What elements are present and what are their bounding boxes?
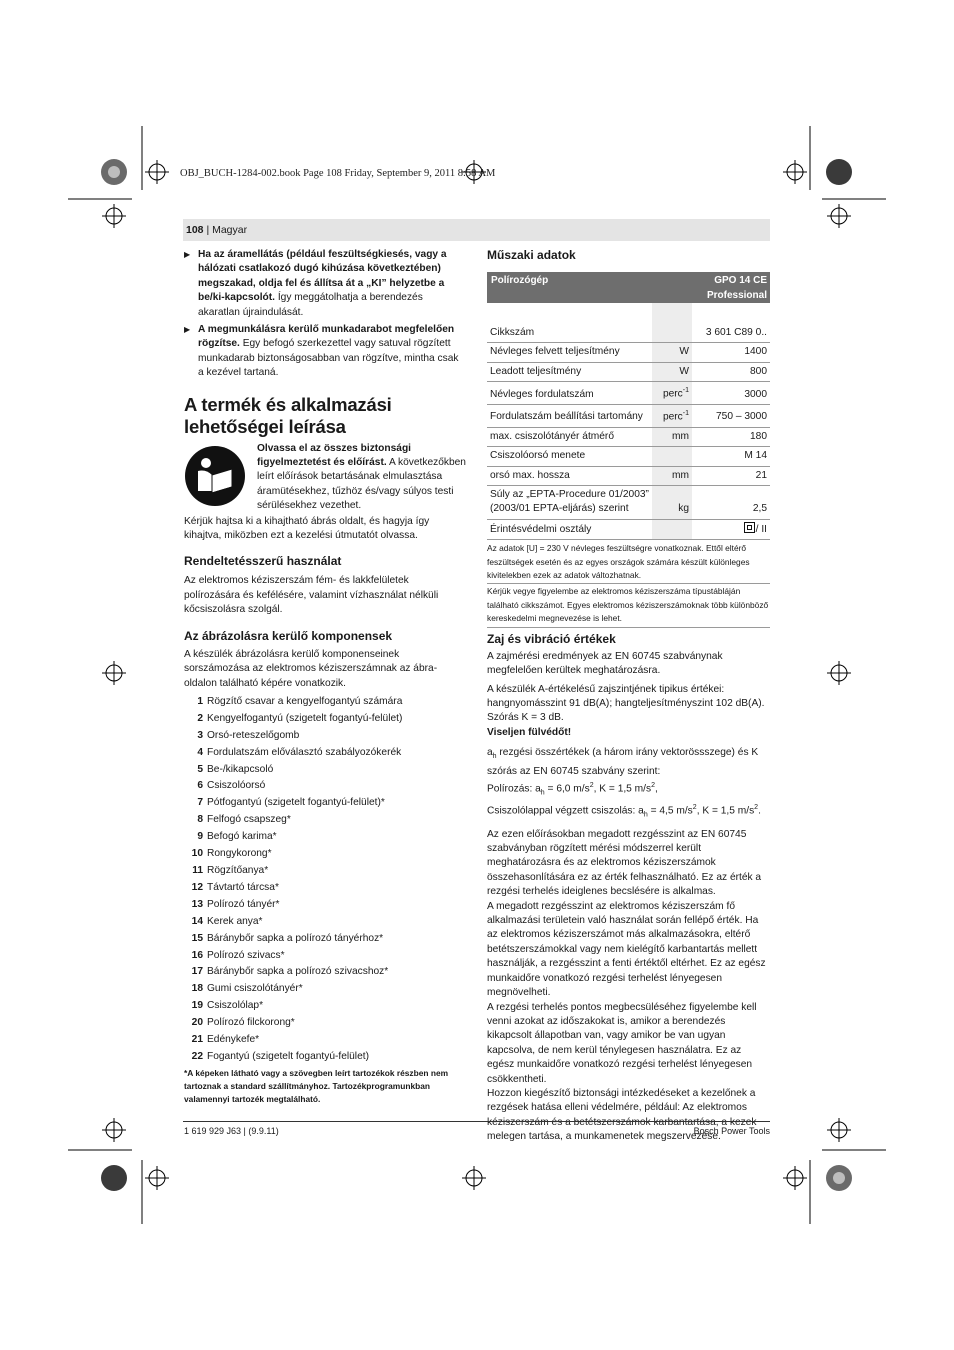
component-number: 22 <box>191 1050 203 1062</box>
table-note-voltage: Az adatok [U] = 230 V névleges feszültségre vonatkoznak. Ettől eltérő feszültségek esetén és az egyes országok számára készült különleges kivitelekben ezek az adatok változhatnak. <box>487 543 750 581</box>
spec-row <box>487 343 770 362</box>
spec-unit-text: perc <box>662 411 683 423</box>
bullet-text: Így meggátolhatja a berendezés akaratlan újraindulását. <box>198 292 423 318</box>
component-label: Felfogó csapszeg* <box>207 814 291 826</box>
spec-unit <box>652 427 692 446</box>
spec-unit-text: mm <box>672 430 689 442</box>
component-number: 1 <box>197 695 203 707</box>
warning-text: A következőkben leírt előírások betartásának elmulasztása áramütésekhez, tűzhöz és/vagy súlyos testi sérülésekhez vezethet. <box>257 457 466 512</box>
spec-value-text: M 14 <box>744 450 767 462</box>
component-label: Edénykefe* <box>207 1034 260 1046</box>
component-number: 3 <box>197 729 203 741</box>
spec-unit-text: W <box>679 365 689 377</box>
component-number: 15 <box>191 932 203 944</box>
component-label: Befogó karima* <box>207 831 277 843</box>
component-item <box>184 1049 466 1066</box>
footer-rule <box>183 1121 770 1122</box>
spec-value-text: 750 – 3000 <box>716 411 767 423</box>
component-item <box>184 829 466 846</box>
component-label: Kerek anya* <box>207 915 263 927</box>
page-header: 108 | Magyar <box>186 224 248 236</box>
spec-unit-text: W <box>679 346 689 358</box>
spec-row <box>487 466 770 485</box>
component-label: Orsó-reteszelőgomb <box>207 729 300 741</box>
bullet-bold: A megmunkálásra kerülő munkadarabot megfelelően rögzítse. <box>198 324 455 350</box>
component-number: 20 <box>191 1017 203 1029</box>
spec-unit <box>652 362 692 381</box>
spec-value <box>692 343 770 362</box>
spec-label: Cikkszám <box>487 324 652 343</box>
spec-unit <box>652 447 692 466</box>
spec-row <box>487 362 770 381</box>
spec-value <box>692 427 770 446</box>
spec-unit <box>652 324 692 343</box>
component-label: Fordulatszám előválasztó szabályozókerék <box>207 746 402 758</box>
component-label: Polírozó tányér* <box>207 898 280 910</box>
component-number: 18 <box>191 983 203 995</box>
components-list <box>184 694 466 1066</box>
component-item <box>184 897 466 914</box>
component-item <box>184 931 466 948</box>
component-item <box>184 694 466 711</box>
spec-label: Fordulatszám beállítási tartomány <box>487 405 652 428</box>
spec-unit <box>652 466 692 485</box>
component-number: 8 <box>197 814 203 826</box>
spec-unit <box>652 519 692 539</box>
spec-unit <box>652 343 692 362</box>
component-item <box>184 1015 466 1032</box>
spec-value-text: 21 <box>755 469 767 481</box>
spec-unit-exponent: -1 <box>682 410 689 418</box>
safety-bullet <box>184 323 466 381</box>
spec-header-product: Polírozógép <box>491 275 549 286</box>
spec-value <box>692 486 770 520</box>
spec-value <box>692 519 770 539</box>
bullet-triangle-icon: ▶ <box>184 250 191 259</box>
intended-use-text: Az elektromos kéziszerszám fém- és lakkfelületek polírozására és kefélésére, valamint vízhasználat nélküli kőcsiszolásra szolgál. <box>184 575 439 616</box>
spec-table <box>487 324 770 540</box>
spec-row <box>487 519 770 539</box>
vibration-intro: $a_h$ rezgési összértékek (a három irány vektorössszege) és K szórás az EN 60745 szabvány szerint: <box>487 747 759 777</box>
component-label: Báránybőr sapka a polírozó szivacshoz* <box>207 966 389 978</box>
fold-out-note: Kérjük hajtsa ki a kihajtható ábrás oldalt, és hagyja így kihajtva, miközben ezt a kezelési útmutatót olvassa. <box>184 515 430 542</box>
spec-label: Névleges felvett teljesítmény <box>487 343 652 362</box>
vibration-sanding: Csiszolólappal végzett csiszolás: $a_h = 4,5$ $m/s^2$, K = 1,5 $m/s^2$. <box>487 803 761 819</box>
spec-row <box>487 447 770 466</box>
spec-row <box>487 486 770 520</box>
warning-block <box>184 442 466 513</box>
component-item <box>184 728 466 745</box>
bullet-bold: Ha az áramellátás (például feszültségkiesés, vagy a hálózati csatlakozó dugó kihúzása következtében) megszakad, oldja fel és állítsa át a „KI” helyzetbe a be/ki-kapcsolót. <box>198 249 447 304</box>
spec-row <box>487 405 770 428</box>
component-label: Be-/kikapcsoló <box>207 763 274 775</box>
spec-value <box>692 466 770 485</box>
noise-levels-text: A készülék A-értékelésű zajszintjének tipikus értékei: hangnyomásszint 91 dB(A); hangteljesítményszint 102 dB(A). Szórás K = 3 dB. <box>487 683 765 724</box>
spec-value <box>692 382 770 405</box>
components-note: *A képeken látható vagy a szövegben leírt tartozékok részben nem tartoznak a standard szállítmányhoz. Tartozékprogramunkban valamennyi tartozék megtalálható. <box>184 1067 449 1104</box>
spec-value-text: 3 601 C89 0.. <box>705 327 767 338</box>
component-item <box>184 846 466 863</box>
component-number: 21 <box>191 1034 203 1046</box>
spec-unit-text: kg <box>678 503 689 515</box>
spec-label: Csiszolóorsó menete <box>487 447 652 466</box>
component-label: Gumi csiszolótányér* <box>207 983 303 995</box>
main-heading: A termék és alkalmazási lehetőségei leírása <box>184 393 392 437</box>
spec-unit <box>652 486 692 520</box>
component-item <box>184 795 466 812</box>
spec-label: Leadott teljesítmény <box>487 362 652 381</box>
component-number: 4 <box>197 746 203 758</box>
spec-unit-text: perc <box>662 388 683 400</box>
components-intro: A készülék ábrázolásra kerülő komponenseinek sorszámozása az elektromos kéziszerszámnak az ábra-oldalon található képére vonatkozik. <box>184 648 438 689</box>
component-item <box>184 981 466 998</box>
page-number: 108 <box>186 224 204 236</box>
vibration-text: Az ezen előírásokban megadott rezgésszint az EN 60745 szabványban rögzített mérési módszerrel került meghatározásra és az elektromos kéziszerszámok összehasonlítására ez az érték felhasználható. Ez az érték a rezgési terhelés ideiglenes becslésére is alkalmas. A megadott rezgésszint az elektromos kéziszerszám fő alkalmazási területein való használat során fellépő érték. Ha az elektromos kéziszerszámot más alkalmazásokra, eltérő betétszerszámokkal vagy nem kielégítő karbantartás mellett használják, a rezgésszint a fenti értéktől eltérhet. Ez az egész munkaidőre vonatkozó rezgési terhelést lényegesen megnövelheti. A rezgési terhelés pontos megbecsüléséhez figyelembe kell venni azokat az időszakokat is, amikor a berendezés kikapcsolt állapotban van, vagy amikor be van ugyan kapcsolva, de nem kerül ténylegesen használatra. Ez az egész munkaidőre vonatkozó rezgési terhelést lényegesen csökkentheti. Hozzon kiegészítő biztonsági intézkedéseket a kezelőnek a rezgések hatása elleni védelmére, például: Az elektromos kéziszerszám és a betétszerszámok karbantartása, a kezek melegen tartása, a munkamenetek megszervezése. <box>487 828 766 1143</box>
table-note-article: Kérjük vegye figyelembe az elektromos kéziszerszáma típustábláján található cikkszámot. Egyes elektromos kéziszerszámoknak több különböző kereskedelmi megnevezése is lehet. <box>487 586 769 624</box>
component-item <box>184 948 466 965</box>
print-slug: OBJ_BUCH-1284-002.book Page 108 Friday, September 9, 2011 8:58 AM <box>180 168 496 179</box>
spec-label: Érintésvédelmi osztály <box>487 519 652 539</box>
spec-header-professional: Professional <box>706 290 767 301</box>
bullet-triangle-icon: ▶ <box>184 325 191 335</box>
bullet-text: Egy befogó szerkezettel vagy satuval rögzített munkadarab biztonságosabban van rögzítve, mintha csak a kezével tartaná. <box>198 338 459 379</box>
component-number: 19 <box>191 1000 203 1012</box>
component-label: Csiszolólap* <box>207 1000 264 1012</box>
spec-label: orsó max. hossza <box>487 466 652 485</box>
component-number: 16 <box>191 949 203 961</box>
spec-row <box>487 382 770 405</box>
component-item <box>184 778 466 795</box>
component-number: 2 <box>197 712 203 724</box>
component-label: Rögzítő csavar a kengyelfogantyú számára <box>207 695 403 707</box>
component-label: Pótfogantyú (szigetelt fogantyú-felület)* <box>207 797 385 809</box>
spec-unit-text: mm <box>672 469 689 481</box>
component-number: 12 <box>191 881 203 893</box>
component-item <box>184 762 466 779</box>
component-item <box>184 745 466 762</box>
spec-row <box>487 427 770 446</box>
spec-header-model: GPO 14 CE <box>714 275 767 286</box>
component-item <box>184 880 466 897</box>
component-number: 6 <box>197 780 203 792</box>
component-label: Rögzítőanya* <box>207 864 269 876</box>
warning-bold: Olvassa el az összes biztonsági figyelmeztetést és előírást. <box>257 442 412 469</box>
spec-label: max. csiszolótányér átmérő <box>487 427 652 446</box>
section-name: Magyar <box>212 224 248 236</box>
ear-protection-text: Viseljen fülvédőt! <box>487 726 572 738</box>
footer-code: 1 619 929 J63 | (9.9.11) <box>184 1126 279 1136</box>
intended-use-heading: Rendeltetésszerű használat <box>184 554 342 569</box>
spec-value-text: / II <box>755 523 767 535</box>
component-label: Polírozó filckorong* <box>207 1017 295 1029</box>
component-number: 17 <box>191 966 203 978</box>
component-label: Kengyelfogantyú (szigetelt fogantyú-felület) <box>207 712 403 724</box>
spec-value-text: 3000 <box>744 388 767 400</box>
footer-brand: Bosch Power Tools <box>693 1126 770 1136</box>
spec-value <box>692 447 770 466</box>
spec-value-text: 1400 <box>744 346 767 358</box>
spec-value-text: 800 <box>750 365 767 377</box>
spec-value-text: 2,5 <box>752 503 767 515</box>
noise-heading: Zaj és vibráció értékek <box>487 631 616 646</box>
spec-table-header <box>487 272 770 303</box>
component-item <box>184 812 466 829</box>
component-label: Távtartó tárcsa* <box>207 881 279 893</box>
safety-bullet <box>184 248 466 320</box>
spec-label: Súly az „EPTA-Procedure 01/2003” (2003/01 EPTA-eljárás) szerint <box>487 486 652 520</box>
spec-spacer <box>487 303 770 324</box>
right-column <box>487 248 770 1145</box>
component-number: 10 <box>191 848 203 860</box>
component-label: Fogantyú (szigetelt fogantyú-felület) <box>207 1050 369 1062</box>
spec-unit <box>652 405 692 428</box>
component-number: 7 <box>197 797 203 809</box>
spec-value <box>692 324 770 343</box>
component-label: Csiszolóorsó <box>207 780 266 792</box>
vibration-polishing: Polírozás: $a_h = 6,0$ $m/s^2$, K = 1,5 $m/s^2$, <box>487 781 658 797</box>
spec-unit-exponent: -1 <box>682 387 689 395</box>
component-label: Rongykorong* <box>207 848 272 860</box>
protection-class-icon <box>744 522 755 533</box>
components-heading: Az ábrázolásra kerülő komponensek <box>184 628 393 643</box>
spec-unit <box>652 382 692 405</box>
component-item <box>184 711 466 728</box>
spec-value-text: 180 <box>750 430 767 442</box>
component-item <box>184 964 466 981</box>
component-item <box>184 863 466 880</box>
component-number: 14 <box>191 915 203 927</box>
tech-data-heading: Műszaki adatok <box>487 248 576 262</box>
noise-measurement-text: A zajmérési eredmények az EN 60745 szabványnak megfelelően kerültek meghatározásra. <box>487 650 723 677</box>
spec-value <box>692 362 770 381</box>
spec-row <box>487 324 770 343</box>
component-item <box>184 1032 466 1049</box>
component-item <box>184 998 466 1015</box>
component-number: 13 <box>191 898 203 910</box>
read-manual-icon <box>184 445 246 507</box>
spec-label: Névleges fordulatszám <box>487 382 652 405</box>
header-bar <box>183 219 770 241</box>
left-column <box>184 248 466 1106</box>
component-item <box>184 914 466 931</box>
component-label: Polírozó szivacs* <box>207 949 285 961</box>
spec-value <box>692 405 770 428</box>
component-number: 5 <box>197 763 203 775</box>
component-number: 11 <box>192 864 203 876</box>
component-number: 9 <box>197 831 203 843</box>
component-label: Báránybőr sapka a polírozó tányérhoz* <box>207 932 384 944</box>
